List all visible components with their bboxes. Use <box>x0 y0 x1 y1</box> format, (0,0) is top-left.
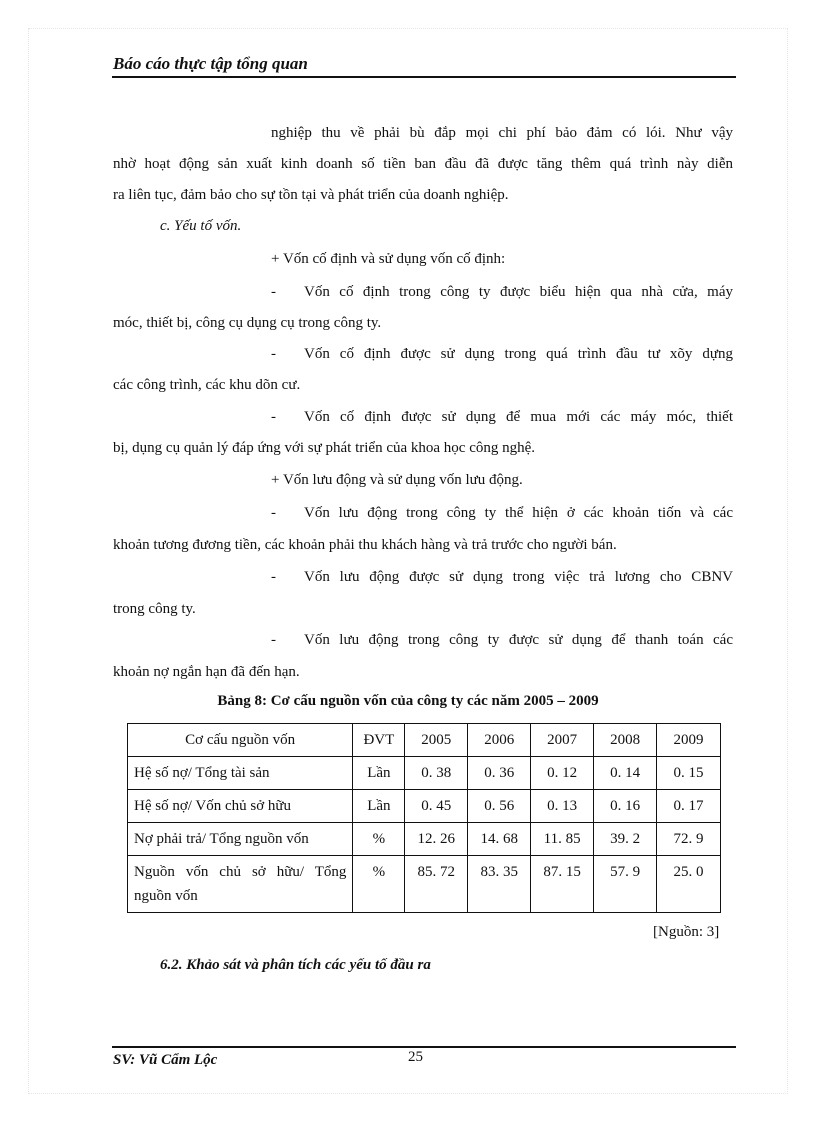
table-cell: Lần <box>353 757 405 790</box>
bullet-text: Vốn lưu động trong công ty được sử dụng để thanh toán các <box>304 632 733 648</box>
paragraph-line: ra liên tục, đảm bảo cho sự tồn tại và phát triển của doanh nghiệp. <box>113 187 509 203</box>
table-cell: % <box>353 823 405 856</box>
table-cell: 0. 16 <box>594 790 657 823</box>
column-header: 2006 <box>468 724 531 757</box>
table-cell: 0. 36 <box>468 757 531 790</box>
table-cell: 0. 15 <box>657 757 721 790</box>
table-source: [Nguồn: 3] <box>653 924 720 940</box>
table-cell: 11. 85 <box>531 823 594 856</box>
bullet-text: Vốn lưu động được sử dụng trong việc trả lương cho CBNV <box>304 569 733 585</box>
table-cell: Nợ phải trả/ Tổng nguồn vốn <box>128 823 353 856</box>
table-cell: 83. 35 <box>468 856 531 913</box>
table-row <box>128 823 721 856</box>
page-number: 25 <box>408 1049 423 1065</box>
column-header: 2005 <box>405 724 468 757</box>
table-row <box>128 790 721 823</box>
table-header-row <box>128 724 721 757</box>
bullet-text: Vốn lưu động trong công ty thể hiện ở các khoản tiốn và các <box>304 505 733 521</box>
footer-rule <box>112 1046 736 1048</box>
bullet-dash: - <box>271 409 276 425</box>
capital-structure-table <box>127 723 721 913</box>
bullet-text-cont: các công trình, các khu dõn cư. <box>113 377 301 393</box>
table-cell: % <box>353 856 405 913</box>
bullet-dash: - <box>271 284 276 300</box>
table-cell: 72. 9 <box>657 823 721 856</box>
table-cell: 0. 56 <box>468 790 531 823</box>
table-cell: Lần <box>353 790 405 823</box>
bullet-text-cont: khoản tương đương tiền, các khoản phải thu khách hàng và trả trước cho người bán. <box>113 537 617 553</box>
table-cell: 0. 14 <box>594 757 657 790</box>
table-row <box>128 757 721 790</box>
header-title: Báo cáo thực tập tổng quan <box>113 54 308 73</box>
header-rule <box>112 76 736 78</box>
table-row <box>128 856 721 913</box>
column-header: 2009 <box>657 724 721 757</box>
footer-author: SV: Vũ Cẩm Lộc <box>113 1052 218 1068</box>
paragraph-line: nhờ hoạt động sản xuất kinh doanh số tiền ban đầu đã được tăng thêm quá trình này diễn <box>113 156 733 172</box>
column-header: Cơ cấu nguồn vốn <box>128 724 353 757</box>
table-caption: Bảng 8: Cơ cấu nguồn vốn của công ty các năm 2005 – 2009 <box>217 693 599 709</box>
bullet-text: Vốn cố định được sử dụng trong quá trình đầu tư xõy dựng <box>304 346 733 362</box>
column-header: 2007 <box>531 724 594 757</box>
bullet-text-cont: trong công ty. <box>113 601 196 617</box>
bullet-dash: - <box>271 569 276 585</box>
table-cell: 87. 15 <box>531 856 594 913</box>
table-cell: 0. 13 <box>531 790 594 823</box>
bullet-text: Vốn cố định được sử dụng để mua mới các máy móc, thiết <box>304 409 733 425</box>
bullet-dash: - <box>271 505 276 521</box>
table-cell: Nguồn vốn chủ sở hữu/ Tổng nguồn vốn <box>128 856 353 913</box>
table-cell: 39. 2 <box>594 823 657 856</box>
table-cell: 0. 38 <box>405 757 468 790</box>
section-heading: 6.2. Khảo sát và phân tích các yếu tố đầu ra <box>160 957 431 973</box>
table-cell: 0. 17 <box>657 790 721 823</box>
bullet-dash: - <box>271 346 276 362</box>
column-header: 2008 <box>594 724 657 757</box>
table-cell: 0. 45 <box>405 790 468 823</box>
bullet-dash: - <box>271 632 276 648</box>
subheading-capital: c. Yếu tố vốn. <box>160 218 242 234</box>
column-header: ĐVT <box>353 724 405 757</box>
fixed-capital-heading: + Vốn cố định và sử dụng vốn cố định: <box>271 251 506 267</box>
table-cell: 57. 9 <box>594 856 657 913</box>
table-cell: 85. 72 <box>405 856 468 913</box>
table-cell: 25. 0 <box>657 856 721 913</box>
bullet-text-cont: bị, dụng cụ quản lý đáp ứng với sự phát triển của khoa học công nghệ. <box>113 440 536 456</box>
table-cell: Hệ số nợ/ Tổng tài sản <box>128 757 353 790</box>
bullet-text: Vốn cố định trong công ty được biểu hiện qua nhà cửa, máy <box>304 284 733 300</box>
table-cell: Hệ số nợ/ Vốn chủ sở hữu <box>128 790 353 823</box>
bullet-text-cont: móc, thiết bị, công cụ dụng cụ trong công ty. <box>113 315 382 331</box>
table-cell: 14. 68 <box>468 823 531 856</box>
bullet-text-cont: khoản nợ ngắn hạn đã đến hạn. <box>113 664 300 680</box>
table-cell: 0. 12 <box>531 757 594 790</box>
table-cell: 12. 26 <box>405 823 468 856</box>
paragraph-line: nghiệp thu về phải bù đắp mọi chi phí bảo đảm có lói. Như vậy <box>271 125 733 141</box>
working-capital-heading: + Vốn lưu động và sử dụng vốn lưu động. <box>271 472 523 488</box>
